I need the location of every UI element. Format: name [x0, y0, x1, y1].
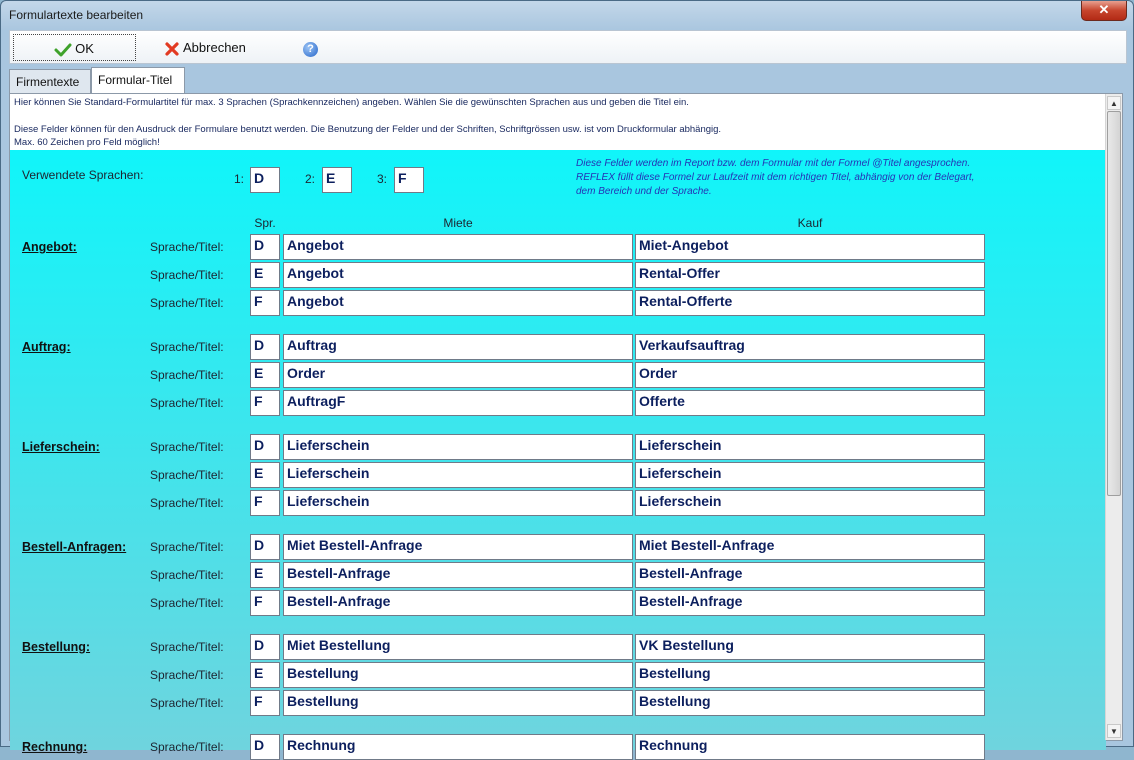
language-code-field[interactable]: F: [250, 390, 280, 416]
language-code-field[interactable]: D: [250, 534, 280, 560]
miete-title-field[interactable]: Rechnung: [283, 734, 633, 760]
miete-title-field[interactable]: Lieferschein: [283, 462, 633, 488]
miete-title-field[interactable]: Lieferschein: [283, 434, 633, 460]
language-slot-number: 2:: [305, 172, 316, 186]
help-button[interactable]: [303, 34, 323, 61]
miete-title-field[interactable]: Miet Bestell-Anfrage: [283, 534, 633, 560]
row-label: Sprache/Titel:: [150, 740, 224, 754]
language-code-field[interactable]: F: [250, 290, 280, 316]
kauf-title-field[interactable]: Miet Bestell-Anfrage: [635, 534, 985, 560]
cross-icon: [165, 42, 179, 56]
form-area: [10, 150, 1106, 754]
section-title: Bestellung:: [22, 640, 91, 654]
miete-title-field[interactable]: Bestellung: [283, 662, 633, 688]
checkmark-icon: [55, 43, 71, 57]
language-code-field[interactable]: D: [250, 634, 280, 660]
row-label: Sprache/Titel:: [150, 640, 224, 654]
language-1-input[interactable]: D: [250, 167, 280, 193]
miete-title-field[interactable]: Bestell-Anfrage: [283, 590, 633, 616]
language-code-field[interactable]: E: [250, 362, 280, 388]
language-code-field[interactable]: D: [250, 434, 280, 460]
miete-title-field[interactable]: Angebot: [283, 262, 633, 288]
row-label: Sprache/Titel:: [150, 596, 224, 610]
tab-panel: [9, 93, 1123, 754]
kauf-title-field[interactable]: VK Bestellung: [635, 634, 985, 660]
kauf-title-field[interactable]: Bestellung: [635, 690, 985, 716]
miete-title-field[interactable]: Miet Bestellung: [283, 634, 633, 660]
row-label: Sprache/Titel:: [150, 540, 224, 554]
window-title: Formulartexte bearbeiten: [9, 8, 144, 22]
row-label: Sprache/Titel:: [150, 668, 224, 682]
row-label: Sprache/Titel:: [150, 396, 224, 410]
title-bar: [1, 1, 1133, 29]
row-label: Sprache/Titel:: [150, 296, 224, 310]
tab-firmentexte[interactable]: Firmentexte: [9, 69, 91, 93]
kauf-title-field[interactable]: Lieferschein: [635, 462, 985, 488]
info-line: Hier können Sie Standard-Formulartitel für max. 3 Sprachen (Sprachkennzeichen) angeben. Wählen Sie die gewünschten Sprachen aus und geben die Titel ein.: [14, 97, 689, 108]
miete-title-field[interactable]: Auftrag: [283, 334, 633, 360]
language-code-field[interactable]: D: [250, 334, 280, 360]
cancel-label: Abbrechen: [183, 40, 246, 55]
header-spr: Spr.: [254, 216, 276, 230]
languages-label: Verwendete Sprachen:: [22, 168, 144, 182]
kauf-title-field[interactable]: Verkaufsauftrag: [635, 334, 985, 360]
header-miete: Miete: [443, 216, 473, 230]
info-line: Diese Felder können für den Ausdruck der Formulare benutzt werden. Die Benutzung der Felder und der Schriften, Schriftgrössen usw. ist vom Druckformular abhängig.: [14, 123, 722, 135]
kauf-title-field[interactable]: Bestell-Anfrage: [635, 590, 985, 616]
miete-title-field[interactable]: Bestellung: [283, 690, 633, 716]
kauf-title-field[interactable]: Bestell-Anfrage: [635, 562, 985, 588]
language-2-input[interactable]: E: [322, 167, 352, 193]
miete-title-field[interactable]: Angebot: [283, 234, 633, 260]
formula-note: Diese Felder werden im Report bzw. dem Formular mit der Formel @Titel angesprochen. REFLEX füllt diese Formel zur Laufzeit mit dem richtigen Titel, abhängig von der Belegart, dem Bereich und der Sprache.: [576, 158, 975, 197]
scroll-up-icon[interactable]: ▲: [1107, 96, 1121, 110]
miete-title-field[interactable]: Order: [283, 362, 633, 388]
info-line: Max. 60 Zeichen pro Feld möglich!: [14, 136, 160, 148]
language-3-input[interactable]: F: [394, 167, 424, 193]
language-code-field[interactable]: F: [250, 590, 280, 616]
row-label: Sprache/Titel:: [150, 340, 224, 354]
help-icon: ?: [303, 42, 318, 57]
section-title: Auftrag:: [22, 340, 71, 354]
kauf-title-field[interactable]: Rechnung: [635, 734, 985, 760]
language-code-field[interactable]: E: [250, 462, 280, 488]
kauf-title-field[interactable]: Lieferschein: [635, 434, 985, 460]
row-label: Sprache/Titel:: [150, 568, 224, 582]
miete-title-field[interactable]: Angebot: [283, 290, 633, 316]
row-label: Sprache/Titel:: [150, 496, 224, 510]
header-kauf: Kauf: [797, 216, 823, 230]
language-code-field[interactable]: F: [250, 490, 280, 516]
ok-label: OK: [75, 41, 94, 56]
row-label: Sprache/Titel:: [150, 368, 224, 382]
language-code-field[interactable]: D: [250, 234, 280, 260]
kauf-title-field[interactable]: Lieferschein: [635, 490, 985, 516]
info-text: [14, 96, 721, 149]
scrollbar-thumb[interactable]: [1107, 111, 1121, 496]
row-label: Sprache/Titel:: [150, 268, 224, 282]
language-code-field[interactable]: E: [250, 262, 280, 288]
language-code-field[interactable]: E: [250, 662, 280, 688]
miete-title-field[interactable]: AuftragF: [283, 390, 633, 416]
miete-title-field[interactable]: Lieferschein: [283, 490, 633, 516]
row-label: Sprache/Titel:: [150, 440, 224, 454]
language-code-field[interactable]: D: [250, 734, 280, 760]
language-slot-number: 3:: [377, 172, 388, 186]
kauf-title-field[interactable]: Bestellung: [635, 662, 985, 688]
info-spacer: [14, 109, 721, 122]
section-title: Rechnung:: [22, 740, 88, 754]
vertical-scrollbar[interactable]: [1105, 94, 1122, 740]
kauf-title-field[interactable]: Order: [635, 362, 985, 388]
scroll-down-icon[interactable]: ▼: [1107, 724, 1121, 738]
section-title: Angebot:: [22, 240, 77, 254]
close-button[interactable]: ✕: [1081, 1, 1127, 21]
language-code-field[interactable]: E: [250, 562, 280, 588]
row-label: Sprache/Titel:: [150, 240, 224, 254]
kauf-title-field[interactable]: Rental-Offerte: [635, 290, 985, 316]
section-title: Bestell-Anfragen:: [22, 540, 127, 554]
toolbar: [9, 30, 1127, 64]
miete-title-field[interactable]: Bestell-Anfrage: [283, 562, 633, 588]
kauf-title-field[interactable]: Miet-Angebot: [635, 234, 985, 260]
cancel-button[interactable]: [165, 34, 295, 61]
row-label: Sprache/Titel:: [150, 468, 224, 482]
ok-button[interactable]: [13, 34, 136, 61]
kauf-title-field[interactable]: Rental-Offer: [635, 262, 985, 288]
tab-formular-titel[interactable]: Formular-Titel: [91, 67, 185, 93]
kauf-title-field[interactable]: Offerte: [635, 390, 985, 416]
row-label: Sprache/Titel:: [150, 696, 224, 710]
section-title: Lieferschein:: [22, 440, 100, 454]
language-slot-number: 1:: [234, 172, 245, 186]
language-code-field[interactable]: F: [250, 690, 280, 716]
